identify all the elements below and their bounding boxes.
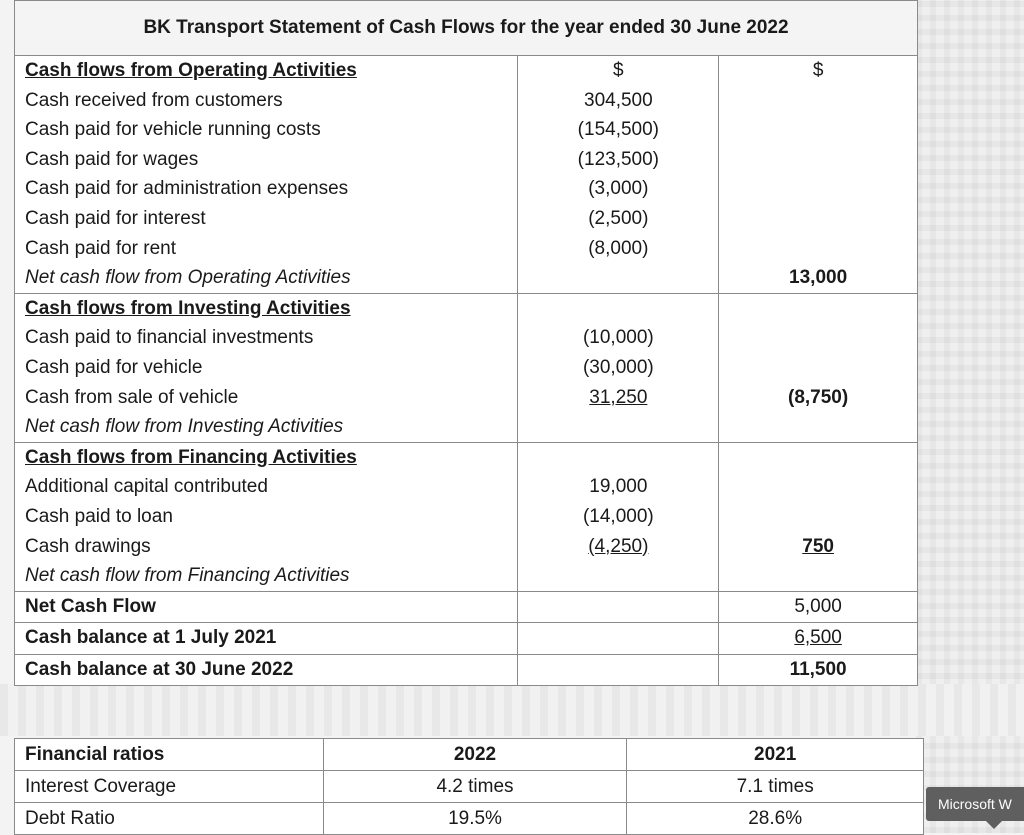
operating-net-label: Net cash flow from Operating Activities: [25, 267, 351, 289]
currency-symbol: $: [613, 60, 624, 81]
net-cash-flow-label: Net Cash Flow: [25, 595, 156, 617]
empty-cell: [518, 263, 718, 293]
financing-item-value: (4,250): [588, 535, 649, 557]
ratio-row-debt-ratio: [15, 803, 923, 835]
background-pattern-band: [0, 684, 1024, 736]
financing-labels: [15, 443, 518, 591]
net-cash-flow-row: [15, 592, 917, 624]
operating-item-value: 304,500: [584, 89, 653, 111]
financing-values: [518, 443, 719, 591]
financing-net-value: 750: [802, 535, 834, 557]
operating-header: Cash flows from Operating Activities: [25, 60, 357, 81]
operating-item-value: (8,000): [588, 237, 649, 259]
operating-item-value: (3,000): [588, 178, 649, 200]
opening-balance-value: 6,500: [794, 627, 842, 649]
operating-net-value: 13,000: [789, 267, 848, 289]
financing-item-value: (14,000): [582, 505, 654, 527]
currency-symbol: $: [812, 60, 824, 81]
operating-item-label: Cash received from customers: [25, 89, 283, 111]
investing-section: [15, 294, 917, 443]
financial-ratios-table: [14, 738, 924, 835]
financing-item-value: 19,000: [589, 476, 648, 498]
investing-item-value: (30,000): [582, 356, 654, 378]
ratio-header-row: [15, 739, 923, 771]
financing-item-label: Cash drawings: [25, 535, 151, 557]
operating-item-value: (154,500): [577, 119, 660, 141]
opening-balance-row: [15, 623, 917, 655]
investing-labels: [15, 294, 518, 442]
ratio-value-2022: 19.5%: [324, 803, 628, 834]
investing-net-value: (8,750): [788, 386, 849, 408]
operating-item-value: (123,500): [577, 148, 660, 170]
ratio-value-2021: 28.6%: [748, 808, 803, 829]
operating-item-label: Cash paid for vehicle running costs: [25, 119, 321, 141]
investing-item-label: Cash paid for vehicle: [25, 356, 203, 378]
ratio-header-2022: 2022: [324, 739, 628, 770]
investing-item-value: (10,000): [582, 327, 654, 349]
financing-net-label: Net cash flow from Financing Activities: [25, 565, 350, 587]
financing-totals: [719, 443, 917, 591]
investing-values: [518, 294, 719, 442]
operating-item-label: Cash paid for rent: [25, 237, 177, 259]
operating-labels: [15, 56, 518, 293]
financing-header: Cash flows from Financing Activities: [25, 446, 357, 468]
ratio-row-interest-coverage: [15, 771, 923, 803]
operating-section: [15, 56, 917, 294]
operating-item-label: Cash paid for wages: [25, 148, 199, 170]
closing-balance-label: Cash balance at 30 June 2022: [25, 658, 294, 680]
investing-item-label: Cash from sale of vehicle: [25, 386, 239, 408]
investing-totals: [719, 294, 917, 442]
ratio-label: Interest Coverage: [15, 771, 324, 802]
closing-balance-row: [15, 655, 917, 686]
cash-flow-statement-table: [14, 0, 918, 686]
financing-item-label: Additional capital contributed: [25, 476, 268, 498]
investing-item-label: Cash paid to financial investments: [25, 327, 314, 349]
operating-item-label: Cash paid for interest: [25, 207, 206, 229]
investing-header: Cash flows from Investing Activities: [25, 297, 351, 319]
operating-item-value: (2,500): [588, 207, 649, 229]
financing-section: [15, 443, 917, 592]
app-tooltip: Microsoft W: [926, 787, 1024, 821]
financing-item-label: Cash paid to loan: [25, 505, 173, 527]
ratio-header-label: Financial ratios: [15, 739, 324, 770]
ratio-label: Debt Ratio: [15, 803, 324, 834]
operating-values: [518, 56, 719, 293]
ratio-header-2021: 2021: [754, 744, 797, 765]
opening-balance-label: Cash balance at 1 July 2021: [25, 627, 277, 649]
investing-net-label: Net cash flow from Investing Activities: [25, 416, 344, 438]
net-cash-flow-value: 5,000: [794, 595, 842, 617]
investing-item-value: 31,250: [589, 386, 648, 408]
operating-totals: [719, 56, 917, 293]
ratio-value-2021: 7.1 times: [736, 776, 814, 797]
ratio-value-2022: 4.2 times: [324, 771, 628, 802]
statement-title: BK Transport Statement of Cash Flows for the year ended 30 June 2022: [15, 1, 917, 56]
tooltip-arrow: [986, 821, 1002, 829]
closing-balance-value: 11,500: [789, 658, 847, 680]
operating-item-label: Cash paid for administration expenses: [25, 178, 349, 200]
